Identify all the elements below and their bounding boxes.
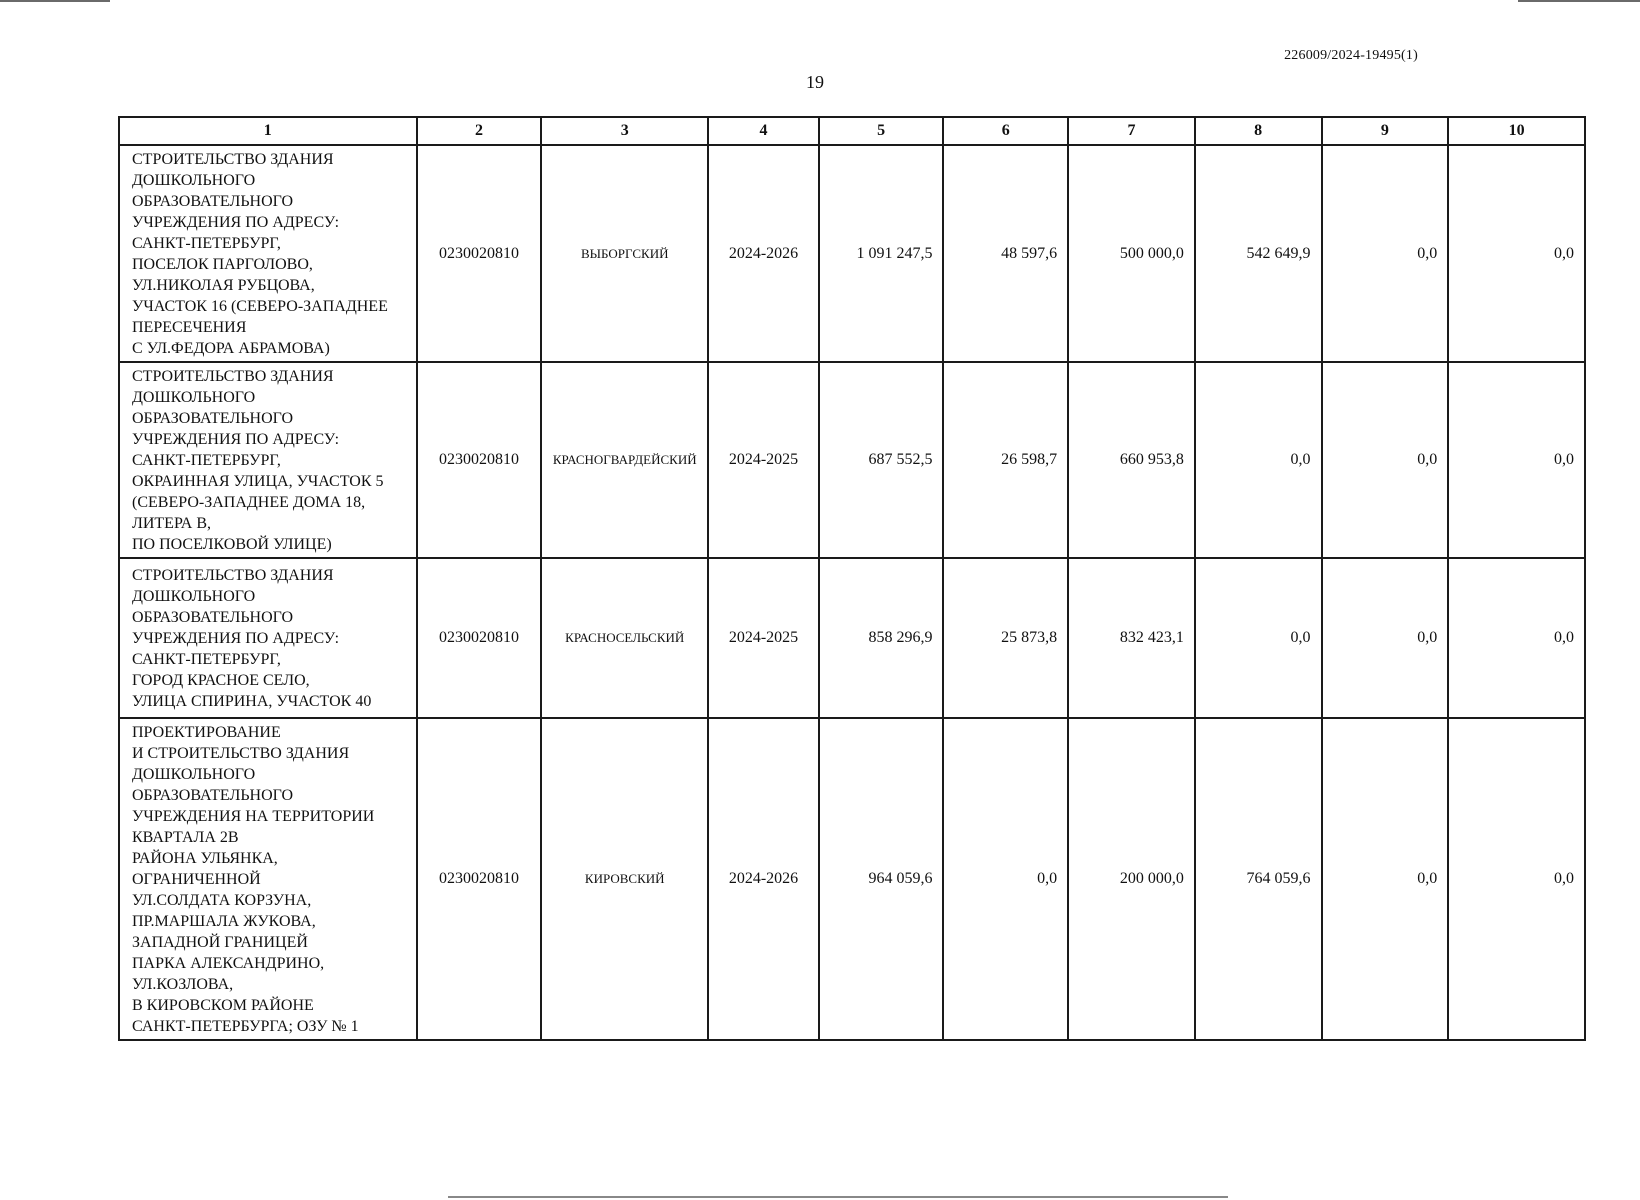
amount-cell: 26 598,7 (943, 362, 1068, 558)
amount-cell: 0,0 (1322, 362, 1449, 558)
amount-cell: 0,0 (1195, 362, 1322, 558)
amount-cell: 964 059,6 (819, 718, 944, 1040)
scan-edge-line (448, 1196, 1228, 1198)
amount-cell: 0,0 (943, 718, 1068, 1040)
amount-cell: 0,0 (1322, 558, 1449, 718)
column-header: 5 (819, 117, 944, 145)
code-cell: 0230020810 (417, 145, 542, 362)
amount-cell: 0,0 (1448, 558, 1585, 718)
period-cell: 2024-2025 (708, 362, 819, 558)
column-header: 2 (417, 117, 542, 145)
amount-cell: 764 059,6 (1195, 718, 1322, 1040)
district-cell: КРАСНОГВАРДЕЙСКИЙ (541, 362, 708, 558)
amount-cell: 0,0 (1322, 145, 1449, 362)
code-cell: 0230020810 (417, 718, 542, 1040)
scan-edge-line (0, 0, 110, 2)
period-cell: 2024-2025 (708, 558, 819, 718)
column-header: 4 (708, 117, 819, 145)
budget-table (118, 116, 1586, 1041)
code-cell: 0230020810 (417, 558, 542, 718)
column-header: 7 (1068, 117, 1195, 145)
period-cell: 2024-2026 (708, 145, 819, 362)
amount-cell: 0,0 (1195, 558, 1322, 718)
column-header: 3 (541, 117, 708, 145)
amount-cell: 0,0 (1448, 362, 1585, 558)
period-cell: 2024-2026 (708, 718, 819, 1040)
amount-cell: 1 091 247,5 (819, 145, 944, 362)
amount-cell: 25 873,8 (943, 558, 1068, 718)
amount-cell: 500 000,0 (1068, 145, 1195, 362)
table-row (119, 558, 1585, 718)
table-row (119, 362, 1585, 558)
column-header: 1 (119, 117, 417, 145)
amount-cell: 48 597,6 (943, 145, 1068, 362)
amount-cell: 0,0 (1448, 145, 1585, 362)
amount-cell: 0,0 (1448, 718, 1585, 1040)
amount-cell: 0,0 (1322, 718, 1449, 1040)
amount-cell: 687 552,5 (819, 362, 944, 558)
district-cell: КИРОВСКИЙ (541, 718, 708, 1040)
table-row (119, 145, 1585, 362)
object-name-cell: СТРОИТЕЛЬСТВО ЗДАНИЯ ДОШКОЛЬНОГО ОБРАЗОВАТЕЛЬНОГО УЧРЕЖДЕНИЯ ПО АДРЕСУ: САНКТ-ПЕТЕРБУРГ, ГОРОД КРАСНОЕ СЕЛО, УЛИЦА СПИРИНА, УЧАСТОК 40 (119, 558, 417, 718)
object-name-cell: ПРОЕКТИРОВАНИЕ И СТРОИТЕЛЬСТВО ЗДАНИЯ ДОШКОЛЬНОГО ОБРАЗОВАТЕЛЬНОГО УЧРЕЖДЕНИЯ НА ТЕРРИТОРИИ КВАРТАЛА 2В РАЙОНА УЛЬЯНКА, ОГРАНИЧЕННОЙ УЛ.СОЛДАТА КОРЗУНА, ПР.МАРШАЛА ЖУКОВА, ЗАПАДНОЙ ГРАНИЦЕЙ ПАРКА АЛЕКСАНДРИНО, УЛ.КОЗЛОВА, В КИРОВСКОМ РАЙОНЕ САНКТ-ПЕТЕРБУРГА; ОЗУ № 1 (119, 718, 417, 1040)
object-name-cell: СТРОИТЕЛЬСТВО ЗДАНИЯ ДОШКОЛЬНОГО ОБРАЗОВАТЕЛЬНОГО УЧРЕЖДЕНИЯ ПО АДРЕСУ: САНКТ-ПЕТЕРБУРГ, ОКРАИННАЯ УЛИЦА, УЧАСТОК 5 (СЕВЕРО-ЗАПАДНЕЕ ДОМА 18, ЛИТЕРА В, ПО ПОСЕЛКОВОЙ УЛИЦЕ) (119, 362, 417, 558)
amount-cell: 660 953,8 (1068, 362, 1195, 558)
document-number: 226009/2024-19495(1) (1284, 48, 1418, 63)
page-number: 19 (806, 72, 824, 92)
object-name-cell: СТРОИТЕЛЬСТВО ЗДАНИЯ ДОШКОЛЬНОГО ОБРАЗОВАТЕЛЬНОГО УЧРЕЖДЕНИЯ ПО АДРЕСУ: САНКТ-ПЕТЕРБУРГ, ПОСЕЛОК ПАРГОЛОВО, УЛ.НИКОЛАЯ РУБЦОВА, УЧАСТОК 16 (СЕВЕРО-ЗАПАДНЕЕ ПЕРЕСЕЧЕНИЯ С УЛ.ФЕДОРА АБРАМОВА) (119, 145, 417, 362)
code-cell: 0230020810 (417, 362, 542, 558)
amount-cell: 858 296,9 (819, 558, 944, 718)
amount-cell: 832 423,1 (1068, 558, 1195, 718)
column-header: 6 (943, 117, 1068, 145)
column-header: 9 (1322, 117, 1449, 145)
table-row (119, 718, 1585, 1040)
header-row (119, 117, 1585, 145)
amount-cell: 200 000,0 (1068, 718, 1195, 1040)
column-header: 8 (1195, 117, 1322, 145)
scan-edge-line (1518, 0, 1640, 2)
column-header: 10 (1448, 117, 1585, 145)
amount-cell: 542 649,9 (1195, 145, 1322, 362)
district-cell: КРАСНОСЕЛЬСКИЙ (541, 558, 708, 718)
district-cell: ВЫБОРГСКИЙ (541, 145, 708, 362)
